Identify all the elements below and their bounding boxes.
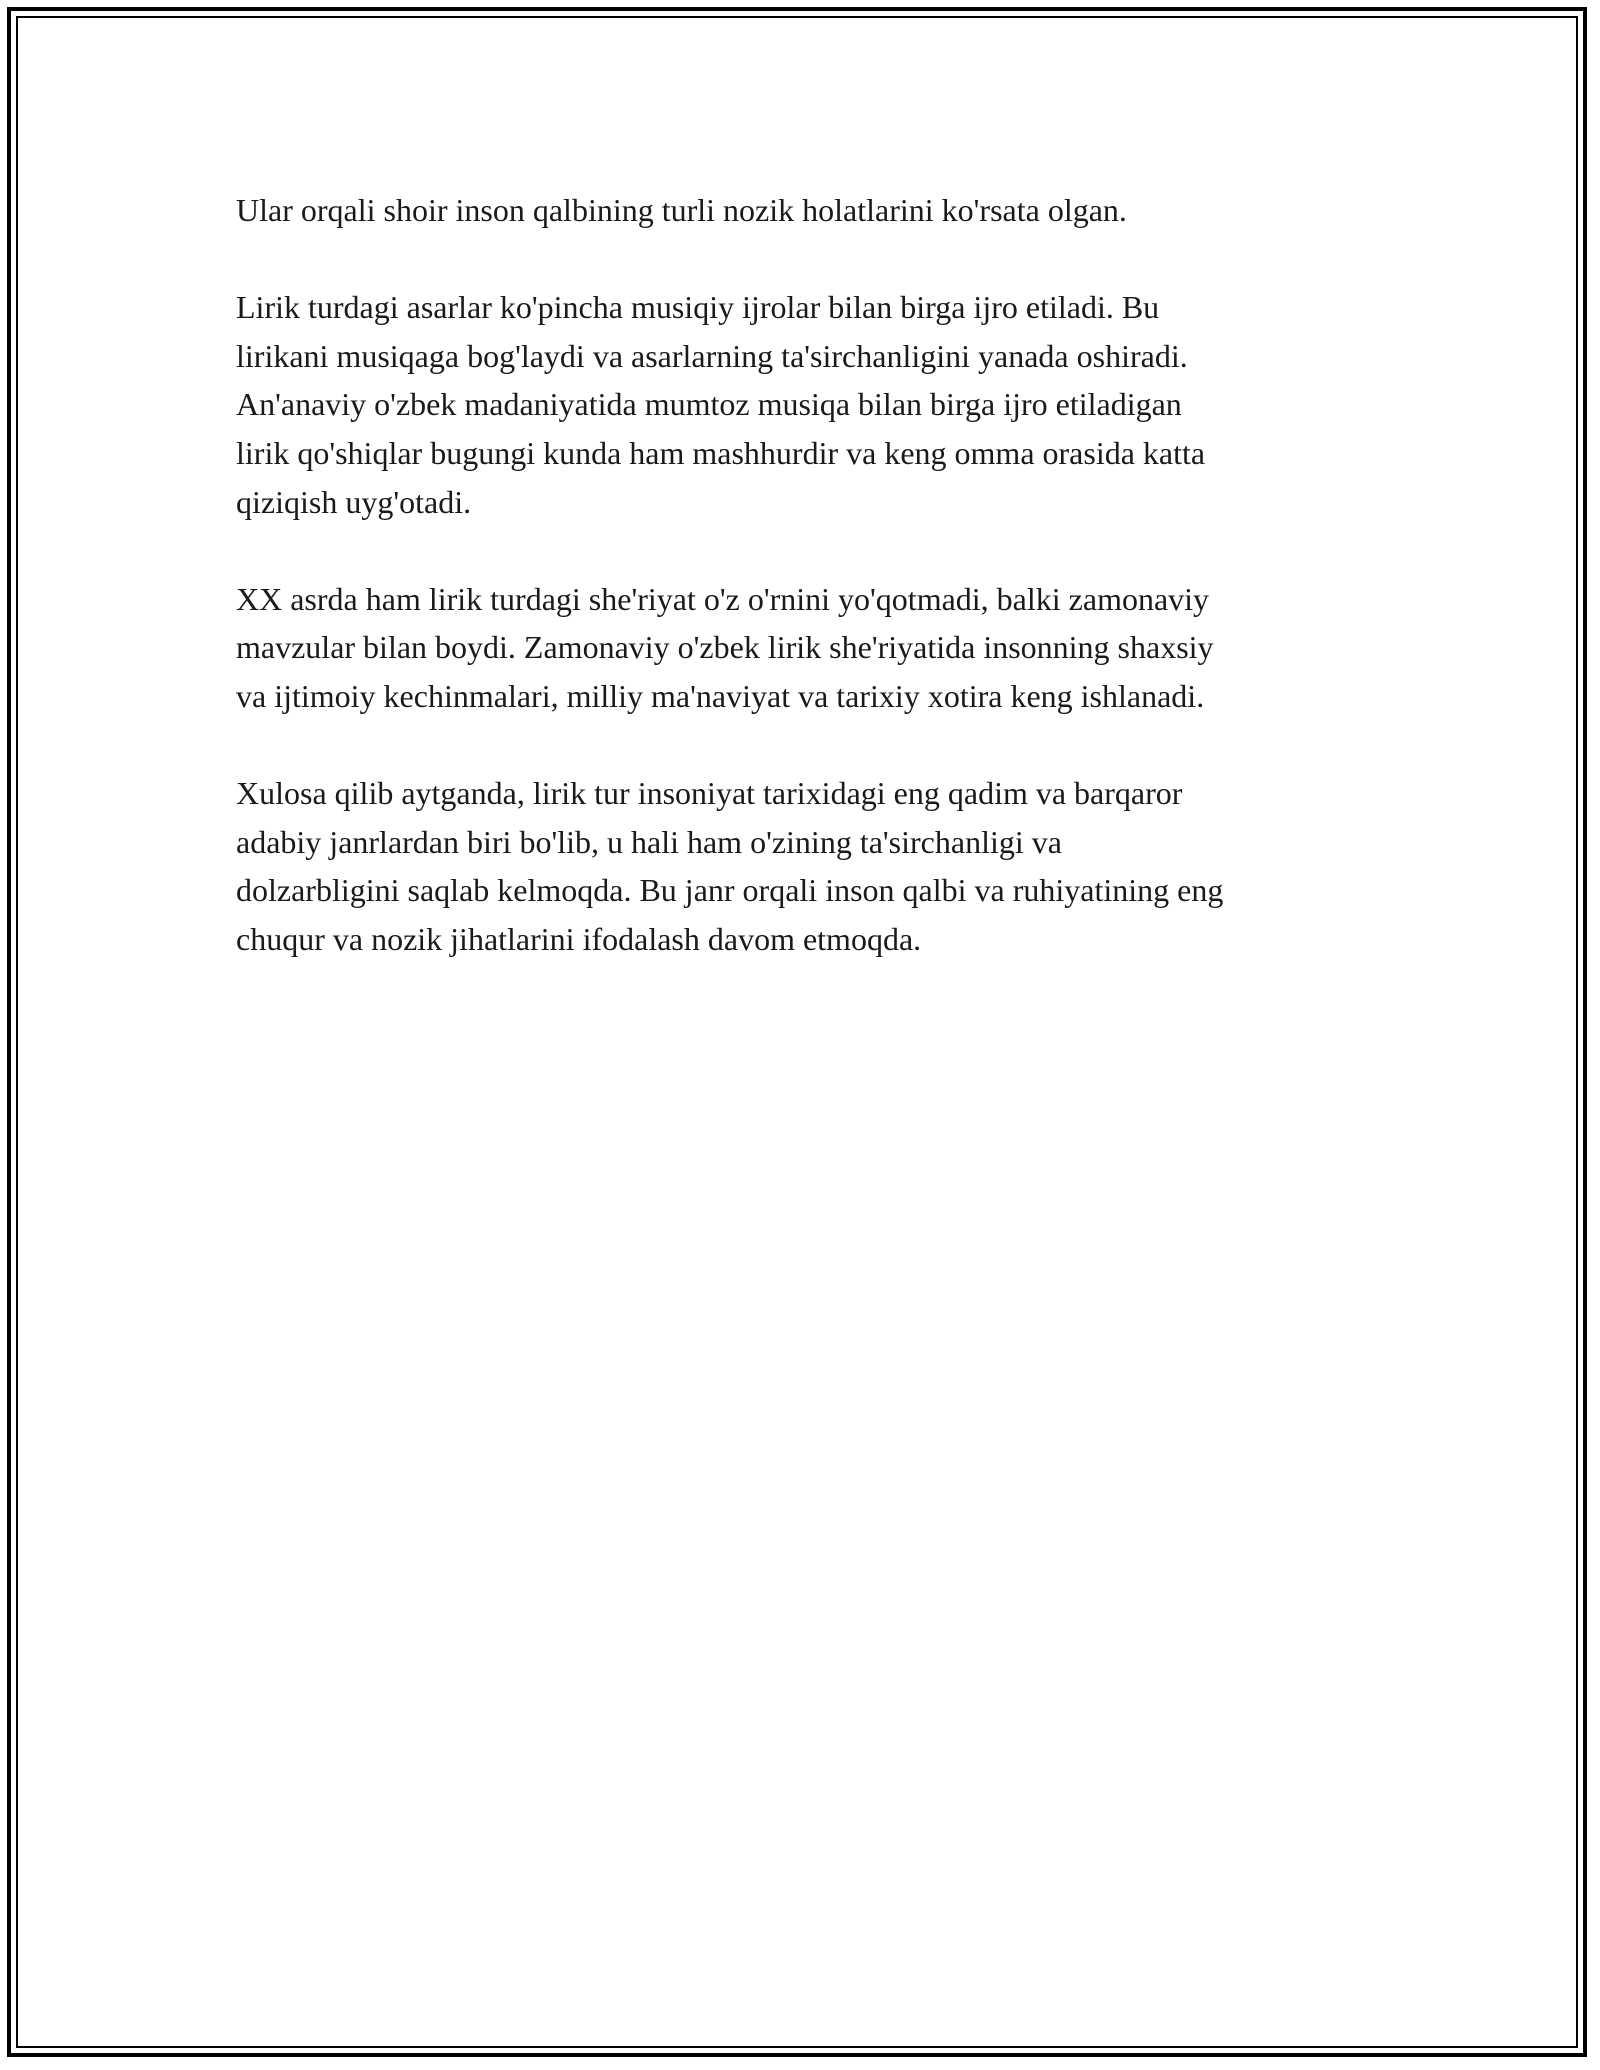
document-body bbox=[236, 186, 1376, 1012]
paragraph-3: XX asrda ham lirik turdagi she'riyat o'z o'rnini yo'qotmadi, balki zamonaviy mavzular bilan boydi. Zamonaviy o'zbek lirik she'riyatida insonning shaxsiy va ijtimoiy kechinmalari, milliy ma'naviyat va tarixiy xotira keng ishlanadi. bbox=[236, 580, 1214, 714]
paragraph-2: Lirik turdagi asarlar ko'pincha musiqiy ijrolar bilan birga ijro etiladi. Bu lirikani musiqaga bog'laydi va asarlarning ta'sirchanligini yanada oshiradi. An'anaviy o'zbek madaniyatida mumtoz musiqa bilan birga ijro etiladigan lirik qo'shiqlar bugungi kunda ham mashhurdir va keng omma orasida katta qiziqish uyg'otadi. bbox=[236, 289, 1206, 520]
paragraph-4: Xulosa qilib aytganda, lirik tur insoniyat tarixidagi eng qadim va barqaror adabiy janrlardan biri bo'lib, u hali ham o'zining ta'sirchanligi va dolzarbligini saqlab kelmoqda. Bu janr orqali inson qalbi va ruhiyatining eng chuqur va nozik jihatlarini ifodalash davom etmoqda. bbox=[236, 775, 1224, 957]
paragraph-1: Ular orqali shoir inson qalbining turli nozik holatlarini ko'rsata olgan. bbox=[236, 192, 1127, 228]
